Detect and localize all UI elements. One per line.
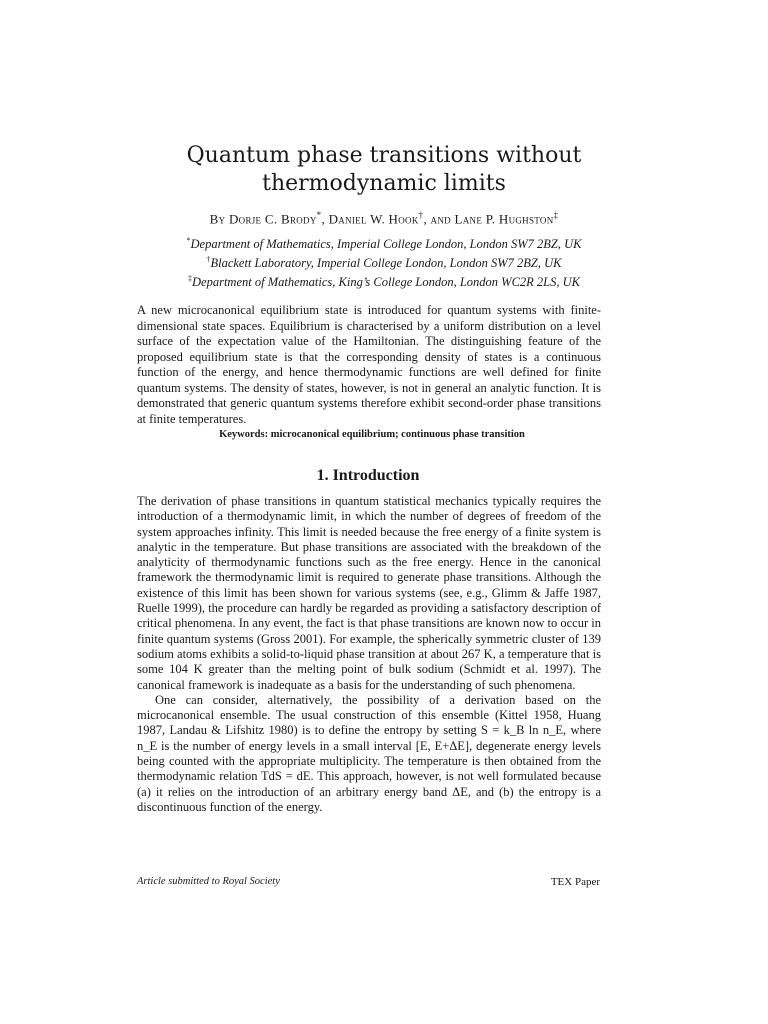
affiliation	[0, 252, 768, 271]
affiliation-text: Department of Mathematics, Imperial College London, London SW7 2BZ, UK	[190, 237, 582, 252]
paragraph: One can consider, alternatively, the possibility of a derivation based on the microcanonical ensemble. The usual construction of this ensemble (Kittel 1958, Huang 1987, Landau & Lifshitz 1980) is to define the entropy by setting S = k_B ln n_E, where n_E is the number of energy levels in a small interval [E, E+ΔE], degenerate energy levels being counted with the appropriate multiplicity. The temperature is then obtained from the thermodynamic relation TdS = dE. This approach, however, is not well formulated because (a) it relies on the introduction of an arbitrary energy band ΔE, and (b) the entropy is a discontinuous function of the energy.	[137, 692, 601, 814]
section-heading: 1. Introduction	[316, 467, 420, 484]
keywords: Keywords: microcanonical equilibrium; continuous phase transition	[219, 429, 525, 440]
author-name: Daniel W. Hook	[328, 211, 419, 227]
author-name: Lane P. Hughston	[454, 211, 554, 227]
author-list	[0, 210, 768, 227]
title-line-2: thermodynamic limits	[262, 171, 506, 196]
paper-title	[0, 142, 768, 198]
affiliation-text: Department of Mathematics, King’s College London, London WC2R 2LS, UK	[192, 275, 580, 290]
affiliation-mark: ‡	[188, 274, 193, 284]
affiliation-mark: *	[186, 236, 191, 245]
paragraph: The derivation of phase transitions in quantum statistical mechanics typically requires the introduction of a thermodynamic limit, in which the number of degrees of freedom of the system approaches infinity. This limit is needed because the free energy of a finite system is analytic in the temperature. But phase transitions are associated with the breakdown of the analyticity of thermodynamic functions such as the free energy. Hence in the canonical framework the thermodynamic limit is required to generate phase transitions. Although the existence of this limit has been shown for various systems (see, e.g., Glimm & Jaffe 1987, Ruelle 1999), the procedure can hardly be regarded as providing a satisfactory description of critical phenomena. In any event, the fact is that phase transitions are known now to occur in finite quantum systems (Gross 2001). For example, the spherically symmetric cluster of 139 sodium atoms exhibits a solid-to-liquid phase transition at about 267 K, a temperature that is some 104 K greater than the melting point of bulk sodium (Schmidt et al. 1997). The canonical framework is inadequate as a basis for the understanding of such phenomena.	[137, 494, 601, 692]
affiliations	[0, 233, 768, 290]
author-separator: , and	[423, 211, 455, 227]
author-name: Dorje C. Brody	[228, 211, 317, 227]
author-mark: †	[418, 210, 424, 220]
affiliation-mark: †	[206, 255, 211, 265]
footer-tex-label: TEX Paper	[550, 876, 600, 888]
affiliation	[0, 233, 768, 252]
author-mark: ‡	[553, 210, 559, 220]
body-text	[137, 494, 601, 815]
author-separator: ,	[321, 211, 329, 227]
title-line-1: Quantum phase transitions without	[186, 143, 582, 168]
affiliation-text: Blackett Laboratory, Imperial College London, London SW7 2BZ, UK	[210, 256, 562, 271]
affiliation	[0, 271, 768, 290]
footer-submission-note: Article submitted to Royal Society	[137, 876, 280, 887]
abstract: A new microcanonical equilibrium state is introduced for quantum systems with finite-dimensional state spaces. Equilibrium is characterised by a uniform distribution on a level surface of the expectation value of the Hamiltonian. The distinguishing feature of the proposed equilibrium state is that the corresponding density of states is a continuous function of the energy, and hence thermodynamic functions are well defined for finite quantum systems. The density of states, however, is not in general an analytic function. It is demonstrated that generic quantum systems therefore exhibit second-order phase transitions at finite temperatures.	[137, 303, 601, 426]
author-prefix: By	[209, 211, 229, 227]
author-mark: *	[316, 210, 322, 220]
